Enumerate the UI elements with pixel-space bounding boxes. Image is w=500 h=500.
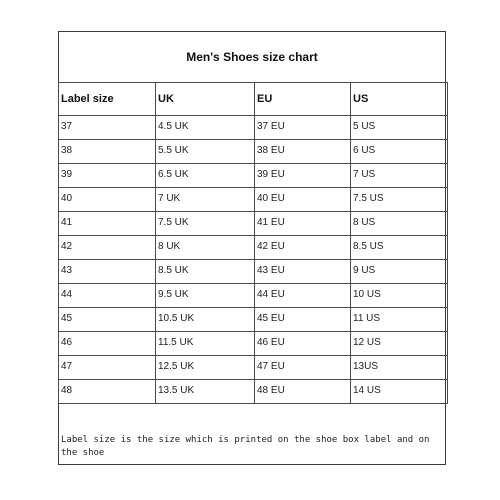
cell-us: 7 US [351,164,448,188]
cell-eu: 41 EU [255,212,351,236]
cell-label-size: 39 [59,164,156,188]
cell-us: 14 US [351,380,448,404]
cell-uk: 13.5 UK [156,380,255,404]
cell-uk: 4.5 UK [156,116,255,140]
table-row [59,380,448,404]
header-eu: EU [255,83,351,116]
cell-us: 13US [351,356,448,380]
cell-us: 9 US [351,260,448,284]
table-row [59,284,448,308]
header-uk: UK [156,83,255,116]
cell-label-size: 45 [59,308,156,332]
cell-uk: 12.5 UK [156,356,255,380]
cell-eu: 46 EU [255,332,351,356]
cell-us: 10 US [351,284,448,308]
cell-eu: 45 EU [255,308,351,332]
table-row [59,236,448,260]
cell-label-size: 37 [59,116,156,140]
cell-us: 8 US [351,212,448,236]
cell-eu: 42 EU [255,236,351,260]
cell-label-size: 47 [59,356,156,380]
table-row [59,260,448,284]
cell-us: 6 US [351,140,448,164]
table-row [59,116,448,140]
cell-eu: 40 EU [255,188,351,212]
cell-label-size: 46 [59,332,156,356]
cell-eu: 39 EU [255,164,351,188]
table-row [59,188,448,212]
table-row [59,308,448,332]
cell-uk: 10.5 UK [156,308,255,332]
cell-eu: 48 EU [255,380,351,404]
size-note: Label size is the size which is printed on the shoe box label and on the shoe [61,435,430,458]
cell-eu: 47 EU [255,356,351,380]
cell-label-size: 40 [59,188,156,212]
table-row [59,212,448,236]
cell-uk: 7 UK [156,188,255,212]
table-row [59,332,448,356]
header-label-size: Label size [59,83,156,116]
header-us: US [351,83,448,116]
cell-uk: 8.5 UK [156,260,255,284]
cell-us: 12 US [351,332,448,356]
cell-uk: 5.5 UK [156,140,255,164]
header-row [59,83,448,116]
cell-eu: 43 EU [255,260,351,284]
cell-us: 11 US [351,308,448,332]
cell-uk: 9.5 UK [156,284,255,308]
cell-label-size: 38 [59,140,156,164]
chart-title: Men's Shoes size chart [186,50,318,64]
cell-label-size: 42 [59,236,156,260]
cell-us: 8.5 US [351,236,448,260]
cell-label-size: 48 [59,380,156,404]
cell-label-size: 41 [59,212,156,236]
size-table [58,82,448,404]
cell-eu: 37 EU [255,116,351,140]
cell-us: 7.5 US [351,188,448,212]
size-chart-frame [58,31,446,465]
table-row [59,356,448,380]
cell-uk: 6.5 UK [156,164,255,188]
cell-eu: 38 EU [255,140,351,164]
cell-uk: 7.5 UK [156,212,255,236]
cell-us: 5 US [351,116,448,140]
table-row [59,140,448,164]
cell-eu: 44 EU [255,284,351,308]
cell-uk: 11.5 UK [156,332,255,356]
table-row [59,164,448,188]
cell-uk: 8 UK [156,236,255,260]
cell-label-size: 43 [59,260,156,284]
cell-label-size: 44 [59,284,156,308]
